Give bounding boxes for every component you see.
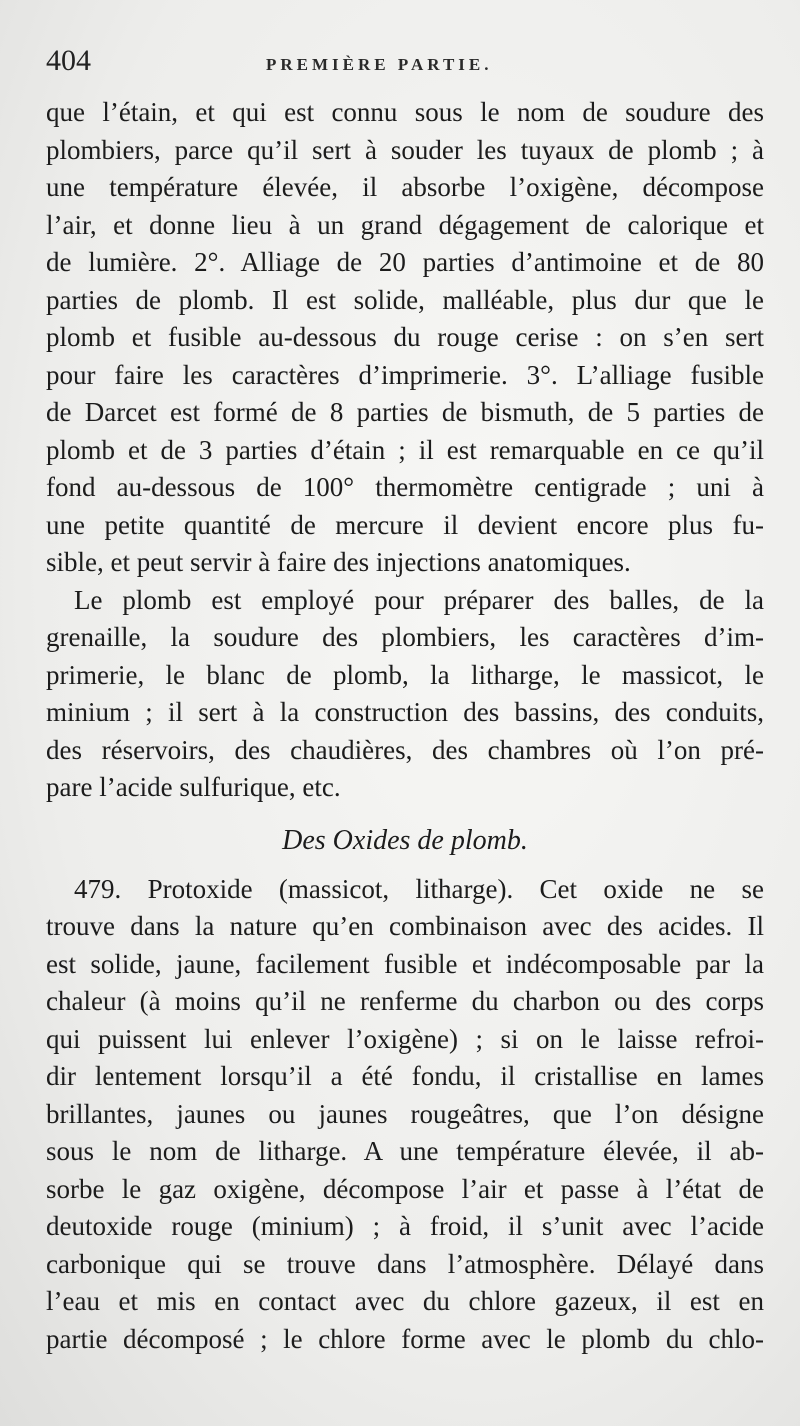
text-line: primerie, le blanc de plomb, la litharge, le massicot, le xyxy=(46,659,764,690)
text-line: de Darcet est formé de 8 parties de bismuth, de 5 parties de xyxy=(46,397,764,427)
text-line: dir lentement lorsqu’il a été fondu, il cristallise en lames xyxy=(46,1061,764,1091)
text-line: 479. Protoxide (massicot, litharge). Cet oxide ne se xyxy=(74,873,764,904)
section-title: Des Oxides de plomb. xyxy=(282,824,528,856)
text-line: une température élevée, il absorbe l’oxigène, décompose xyxy=(46,172,764,202)
text-line: des réservoirs, des chaudières, des chambres où l’on pré- xyxy=(46,734,764,765)
text-line: minium ; il sert à la construction des bassins, des conduits, xyxy=(46,697,764,727)
paragraph-alloys xyxy=(46,94,764,582)
text-line: sous le nom de litharge. A une température élevée, il ab- xyxy=(46,1136,764,1166)
text-line: deutoxide rouge (minium) ; à froid, il s’unit avec l’acide xyxy=(46,1211,764,1241)
paragraph-uses xyxy=(46,582,764,807)
text-line: plomb et fusible au-dessous du rouge cerise : on s’en sert xyxy=(46,322,764,352)
text-line: pour faire les caractères d’imprimerie. 3°. L’alliage fusible xyxy=(46,359,764,390)
text-line: une petite quantité de mercure il devient encore plus fu- xyxy=(46,509,764,540)
text-line: parties de plomb. Il est solide, malléable, plus dur que le xyxy=(46,284,764,315)
text-line: pare l’acide sulfurique, etc. xyxy=(46,772,341,802)
text-line: grenaille, la soudure des plombiers, les caractères d’im- xyxy=(46,622,764,652)
paragraph-protoxide xyxy=(46,871,764,1359)
text-line: Le plomb est employé pour préparer des balles, de la xyxy=(74,584,764,615)
text-line: de lumière. 2°. Alliage de 20 parties d’antimoine et de 80 xyxy=(46,247,764,277)
running-head: PREMIÈRE PARTIE. xyxy=(266,55,493,74)
text-line: brillantes, jaunes ou jaunes rougeâtres, que l’on désigne xyxy=(46,1098,764,1129)
text-line: partie décomposé ; le chlore forme avec le plomb du chlo- xyxy=(46,1323,764,1354)
text-line: sible, et peut servir à faire des injections anatomiques. xyxy=(46,547,631,577)
text-line: sorbe le gaz oxigène, décompose l’air et passe à l’état de xyxy=(46,1173,764,1204)
text-line: qui puissent lui enlever l’oxigène) ; si on le laisse refroi- xyxy=(46,1023,764,1054)
text-line: l’air, et donne lieu à un grand dégagement de calorique et xyxy=(46,209,764,240)
text-line: trouve dans la nature qu’en combinaison avec des acides. Il xyxy=(46,911,764,941)
page-number: 404 xyxy=(46,44,91,77)
text-line: plomb et de 3 parties d’étain ; il est remarquable en ce qu’il xyxy=(46,434,764,465)
text-line: fond au-dessous de 100° thermomètre centigrade ; uni à xyxy=(46,472,764,502)
page-header xyxy=(46,44,764,94)
text-line: que l’étain, et qui est connu sous le nom de soudure des xyxy=(46,97,764,127)
text-line: chaleur (à moins qu’il ne renferme du charbon ou des corps xyxy=(46,986,764,1016)
text-line: carbonique qui se trouve dans l’atmosphère. Délayé dans xyxy=(46,1248,764,1279)
text-line: l’eau et mis en contact avec du chlore gazeux, il est en xyxy=(46,1286,764,1316)
text-line: est solide, jaune, facilement fusible et indécomposable par la xyxy=(46,948,764,979)
text-line: plombiers, parce qu’il sert à souder les tuyaux de plomb ; à xyxy=(46,134,764,165)
